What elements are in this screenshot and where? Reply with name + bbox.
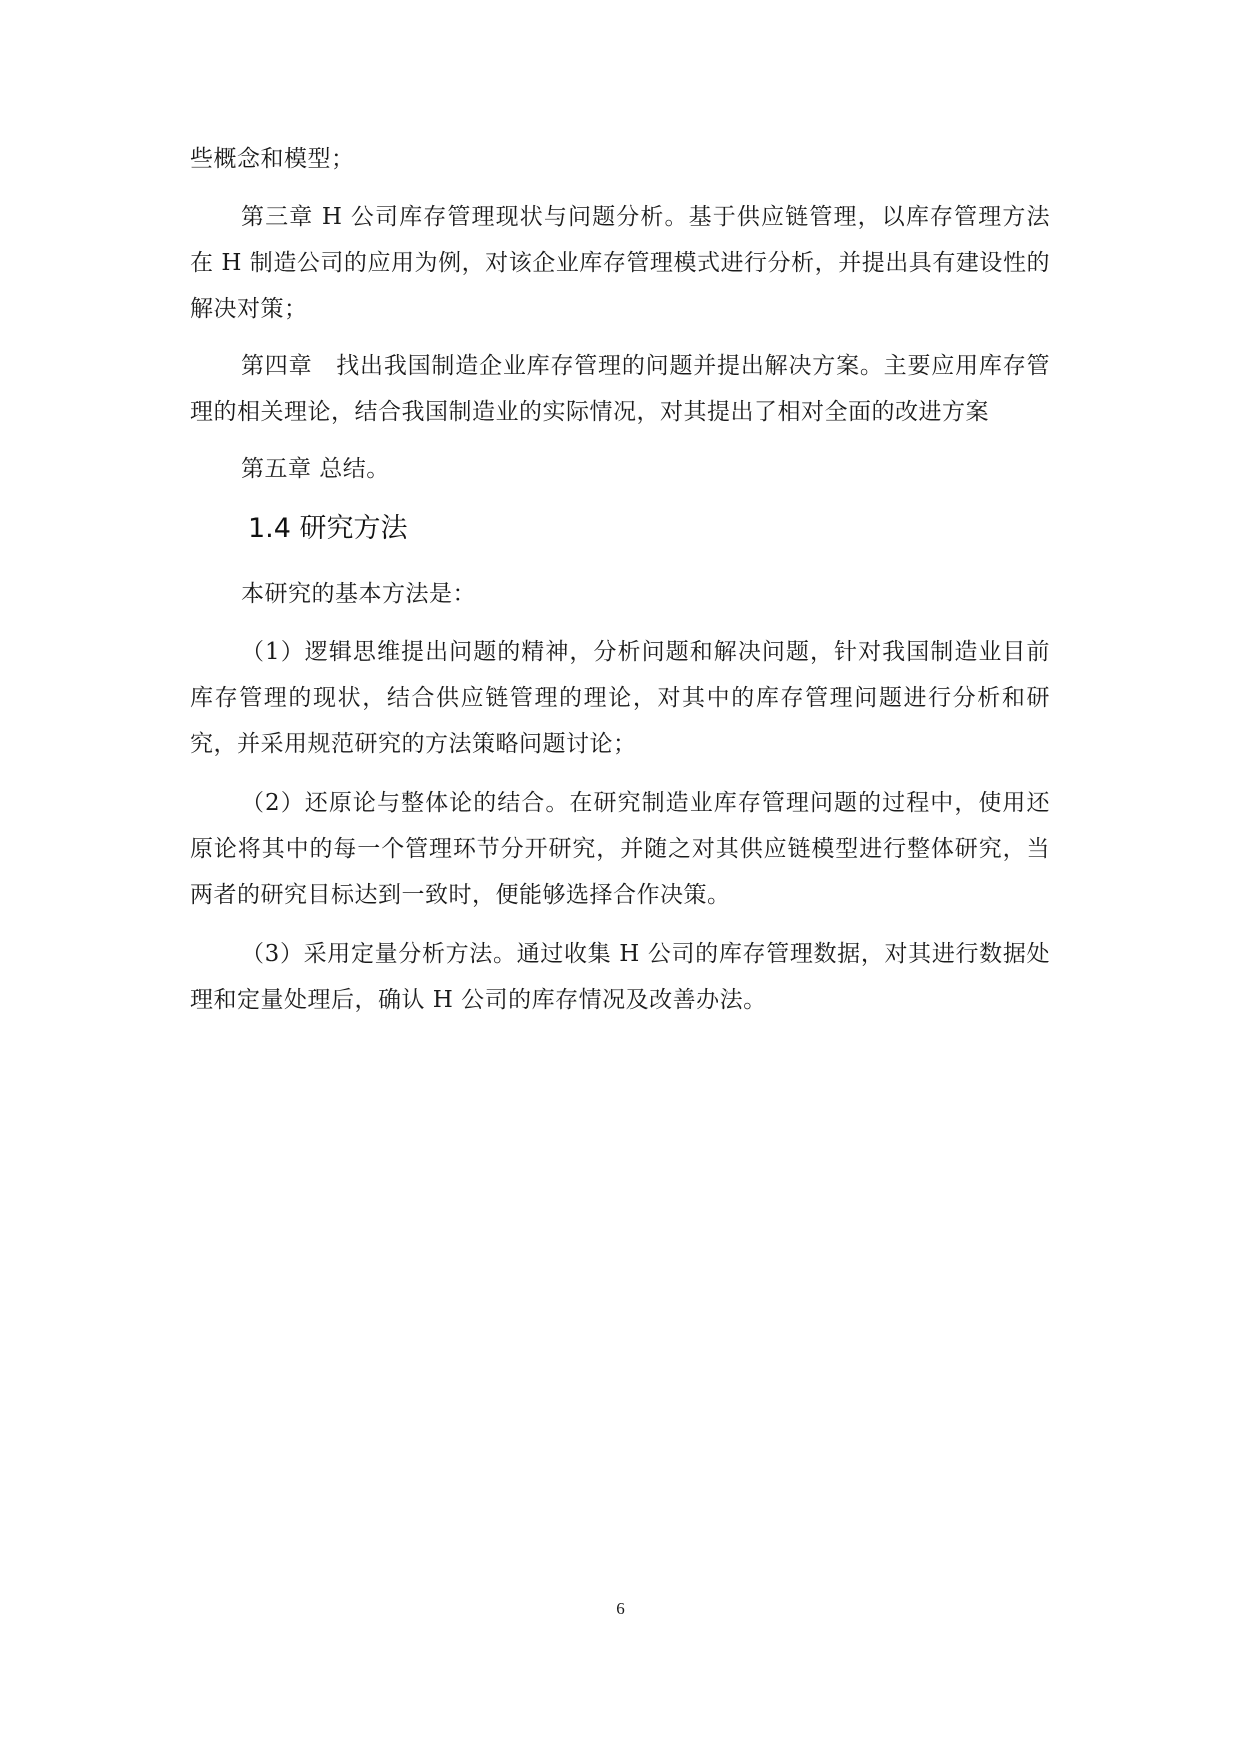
paragraph-method-two: （2）还原论与整体论的结合。在研究制造业库存管理问题的过程中，使用还原论将其中的每一个管理环节分开研究，并随之对其供应链模型进行整体研究，当两者的研究目标达到一致时，便能够选择合作决策。: [190, 790, 1050, 908]
paragraph-chapter-four: 第四章 找出我国制造企业库存管理的问题并提出解决方案。主要应用库存管理的相关理论，结合我国制造业的实际情况，对其提出了相对全面的改进方案: [190, 353, 1050, 425]
section-heading: 1.4 研究方法: [248, 513, 408, 544]
paragraph-method-three: （3）采用定量分析方法。通过收集 H 公司的库存管理数据，对其进行数据处理和定量处理后，确认 H 公司的库存情况及改善办法。: [190, 941, 1050, 1013]
paragraph-method-intro: 本研究的基本方法是：: [241, 581, 476, 607]
paragraph-chapter-five: 第五章 总结。: [241, 456, 390, 482]
paragraph-continuation: 些概念和模型；: [190, 146, 355, 172]
paragraph-method-one: （1）逻辑思维提出问题的精神，分析问题和解决问题，针对我国制造业目前库存管理的现状，结合供应链管理的理论，对其中的库存管理问题进行分析和研究，并采用规范研究的方法策略问题讨论；: [190, 639, 1050, 757]
paragraph-chapter-three: 第三章 H 公司库存管理现状与问题分析。基于供应链管理，以库存管理方法在 H 制造公司的应用为例，对该企业库存管理模式进行分析，并提出具有建设性的解决对策；: [190, 204, 1050, 322]
page-number: 6: [616, 1599, 625, 1618]
